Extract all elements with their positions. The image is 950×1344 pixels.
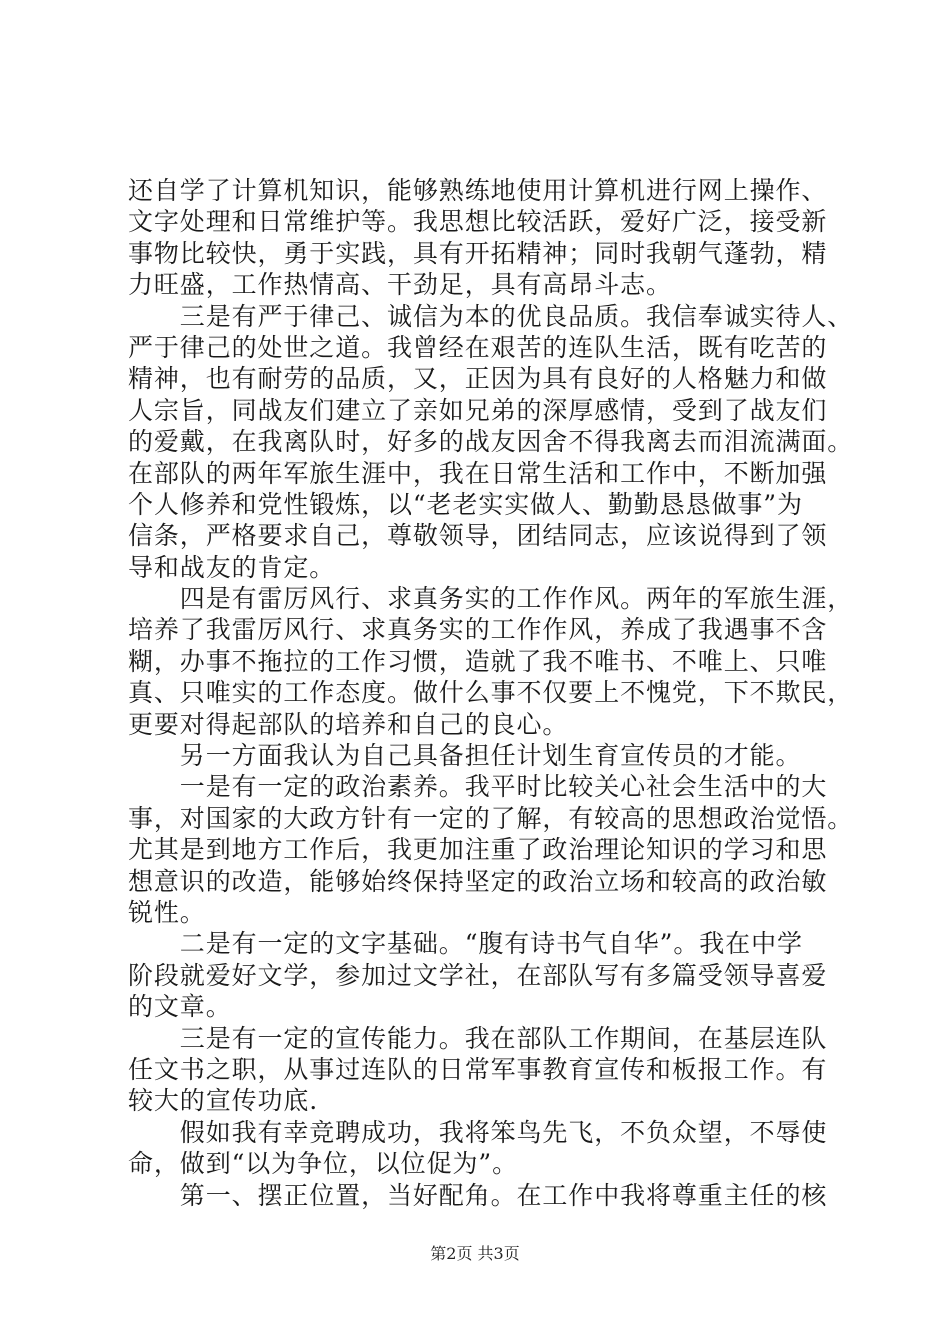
text-line: 命，做到“以为争位，以位促为”。 [128,1149,518,1179]
text-line: 一是有一定的政治素养。我平时比较关心社会生活中的大 [128,772,828,802]
text-line: 真、只唯实的工作态度。做什么事不仅要上不愧党，下不欺民， [128,678,854,708]
text-line: 阶段就爱好文学，参加过文学社，在部队写有多篇受领导喜爱 [128,960,828,990]
document-body [128,175,854,1211]
text-line: 导和战友的肯定。 [128,552,336,582]
text-line: 锐性。 [128,897,206,927]
text-line: 的爱戴，在我离队时，好多的战友因舍不得我离去而泪流满面。 [128,427,854,457]
text-line: 事，对国家的大政方针有一定的了解，有较高的思想政治觉悟。 [128,803,854,833]
text-line: 严于律己的处世之道。我曾经在艰苦的连队生活，既有吃苦的 [128,332,828,362]
text-line: 在部队的两年军旅生涯中，我在日常生活和工作中，不断加强 [128,458,828,488]
text-line: 培养了我雷厉风行、求真务实的工作作风，养成了我遇事不含 [128,615,828,645]
text-line: 任文书之职，从事过连队的日常军事教育宣传和板报工作。有 [128,1054,828,1084]
text-line: 尤其是到地方工作后，我更加注重了政治理论知识的学习和思 [128,835,828,865]
text-line: 还自学了计算机知识，能够熟练地使用计算机进行网上操作、 [128,176,828,205]
text-line: 二是有一定的文字基础。“腹有诗书气自华”。我在中学 [128,929,803,959]
text-line: 文字处理和日常维护等。我思想比较活跃，爱好广泛，接受新 [128,207,828,237]
text-line: 信条，严格要求自己，尊敬领导，团结同志，应该说得到了领 [128,521,828,551]
text-line: 另一方面我认为自己具备担任计划生育宣传员的才能。 [128,741,802,771]
text-line: 更要对得起部队的培养和自己的良心。 [128,709,569,739]
text-line: 个人修养和党性锻炼，以“老老实实做人、勤勤恳恳做事”为 [128,489,803,519]
text-line: 事物比较快，勇于实践，具有开拓精神；同时我朝气蓬勃，精 [128,238,828,268]
text-line: 四是有雷厉风行、求真务实的工作作风。两年的军旅生涯， [128,584,854,614]
text-line: 三是有一定的宣传能力。我在部队工作期间，在基层连队 [128,1023,828,1053]
text-line: 的文章。 [128,992,232,1022]
page-footer: 第2页 共3页 [430,1244,520,1263]
text-line: 人宗旨，同战友们建立了亲如兄弟的深厚感情，受到了战友们 [128,395,828,425]
text-line: 想意识的改造，能够始终保持坚定的政治立场和较高的政治敏 [128,866,828,896]
text-line: 假如我有幸竞聘成功，我将笨鸟先飞，不负众望，不辱使 [128,1117,828,1147]
text-line: 糊，办事不拖拉的工作习惯，造就了我不唯书、不唯上、只唯 [128,646,828,676]
text-line: 第一、摆正位置，当好配角。在工作中我将尊重主任的核 [128,1180,828,1210]
text-line: 精神，也有耐劳的品质，又，正因为具有良好的人格魅力和做 [128,364,828,394]
text-line: 力旺盛，工作热情高、干劲足，具有高昂斗志。 [128,270,672,300]
text-line: 较大的宣传功底. [128,1086,319,1116]
text-line: 三是有严于律己、诚信为本的优良品质。我信奉诚实待人、 [128,301,854,331]
